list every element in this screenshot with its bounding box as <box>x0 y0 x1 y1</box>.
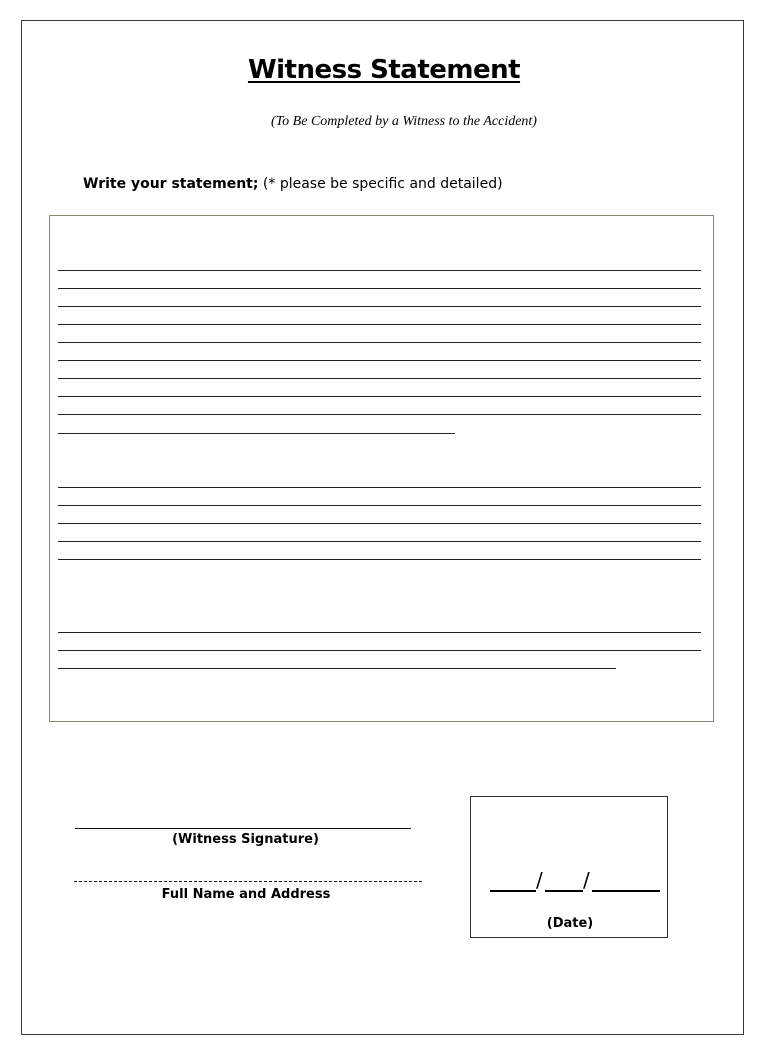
writing-line[interactable] <box>58 433 455 434</box>
date-label: (Date) <box>546 916 594 931</box>
writing-line[interactable] <box>58 414 701 415</box>
signature-line[interactable] <box>75 828 411 829</box>
signature-label: (Witness Signature) <box>172 832 319 847</box>
writing-line[interactable] <box>58 342 701 343</box>
date-month-line[interactable] <box>490 890 536 892</box>
date-day-line[interactable] <box>545 890 583 892</box>
writing-line[interactable] <box>58 505 701 506</box>
name-address-line[interactable] <box>74 881 422 882</box>
writing-line[interactable] <box>58 288 701 289</box>
page-subtitle: (To Be Completed by a Witness to the Accident) <box>271 114 537 129</box>
writing-line[interactable] <box>58 306 701 307</box>
writing-line[interactable] <box>58 396 701 397</box>
page-title: Witness Statement <box>247 55 521 85</box>
instruction-detail: (* please be specific and detailed) <box>258 176 503 192</box>
writing-line[interactable] <box>58 632 701 633</box>
writing-line[interactable] <box>58 360 701 361</box>
writing-line[interactable] <box>58 270 701 271</box>
writing-line[interactable] <box>58 541 701 542</box>
date-slash: / <box>536 868 543 892</box>
date-year-line[interactable] <box>592 890 660 892</box>
statement-instruction <box>83 176 503 192</box>
writing-line[interactable] <box>58 487 701 488</box>
statement-box[interactable] <box>49 215 714 722</box>
writing-line[interactable] <box>58 378 701 379</box>
writing-line[interactable] <box>58 668 616 669</box>
instruction-lead: Write your statement; <box>83 176 259 192</box>
writing-line[interactable] <box>58 324 701 325</box>
date-slash: / <box>583 868 590 892</box>
writing-line[interactable] <box>58 523 701 524</box>
writing-line[interactable] <box>58 559 701 560</box>
name-address-label: Full Name and Address <box>161 887 331 902</box>
writing-line[interactable] <box>58 650 701 651</box>
